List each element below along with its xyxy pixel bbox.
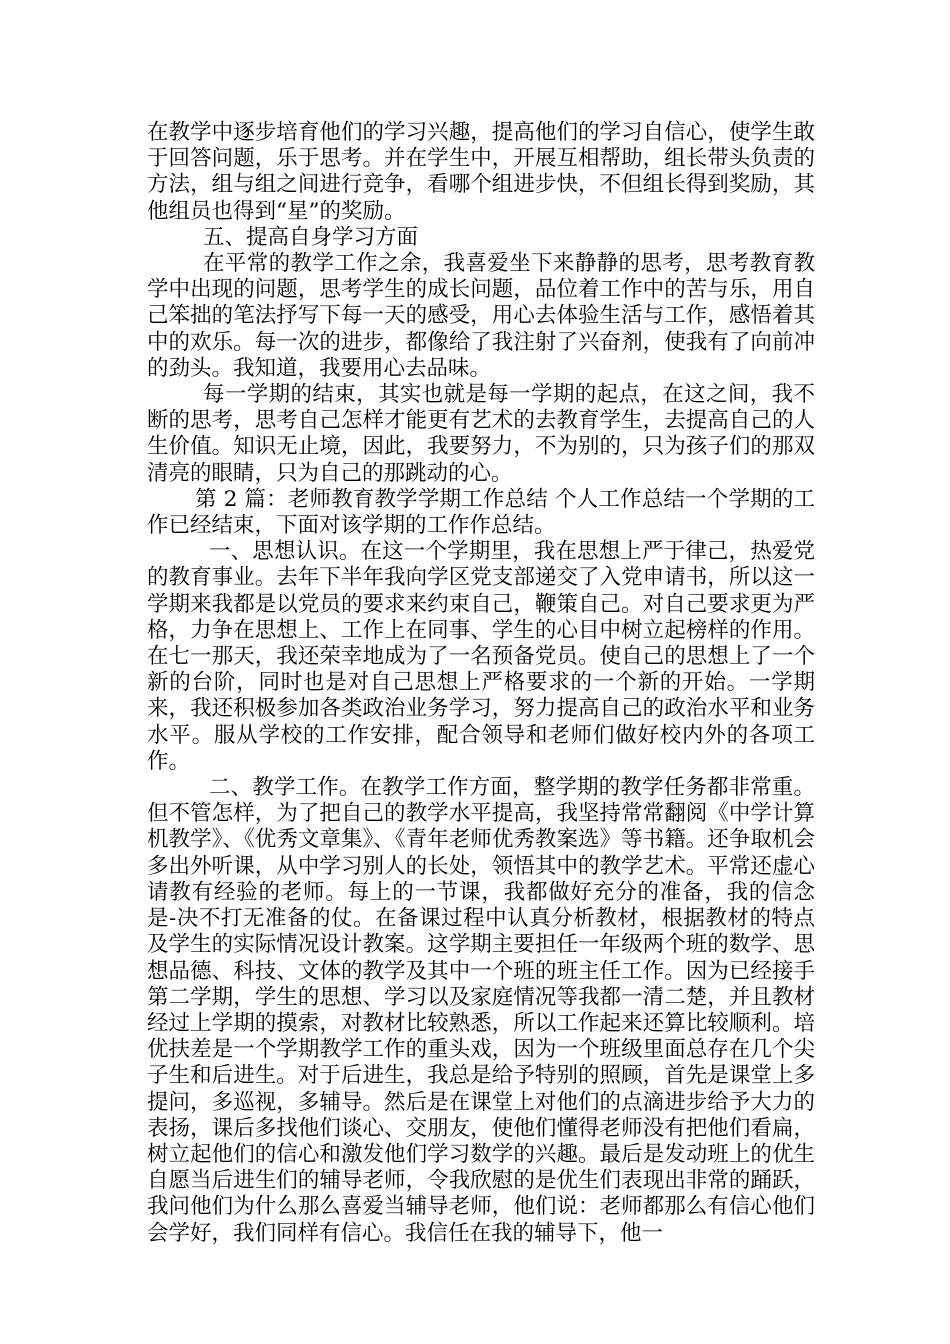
paragraph-teaching-work: 二、教学工作。在教学工作方面，整学期的教学任务都非常重。但不管怎样，为了把自己的教学水平提高，我坚持常常翻阅《中学计算机教学》、《优秀文章集》、《青年老师优秀教案选》等书籍。还争取机会多出外听课，从中学习别人的长处，领悟其中的教学艺术。平常还虚心请教有经验的老师。每上的一节课，我都做好充分的准备，我的信念是-决不打无准备的仗。在备课过程中认真分析教材，根据教材的特点及学生的实际情况设计教案。这学期主要担任一年级两个班的数学、思想品德、科技、文体的教学及其中一个班的班主任工作。因为已经接手第二学期，学生的思想、学习以及家庭情况等我都一清二楚，并且教材经过上学期的摸索，对教材比较熟悉，所以工作起来还算比较顺利。培优扶差是一个学期教学工作的重头戏，因为一个班级里面总存在几个尖子生和后进生。对于后进生，我总是给予特别的照顾，首先是课堂上多提问，多巡视，多辅导。然后是在课堂上对他们的点滴进步给予大力的表扬，课后多找他们谈心、交朋友，使他们懂得老师没有把他们看扁，树立起他们的信心和激发他们学习数学的兴趣。最后是发动班上的优生自愿当后进生们的辅导老师，令我欣慰的是优生们表现出非常的踊跃，我问他们为什么那么喜爱当辅导老师，他们说：老师都那么有信心他们会学好，我们同样有信心。我信任在我的辅导下，他一	[147, 775, 815, 1246]
section-heading-self-study: 五、提高自身学习方面	[203, 224, 419, 250]
paragraph-reflection: 在平常的教学工作之余，我喜爱坐下来静静的思考，思考教育教学中出现的问题，思考学生的成长问题，品位着工作中的苦与乐，用自己笨拙的笔法抒写下每一天的感受，用心去体验生活与工作，感悟着其中的欢乐。每一次的进步，都像给了我注射了兴奋剂，使我有了向前冲的劲头。我知道，我要用心去品味。	[147, 251, 815, 381]
paragraph-student-motivation: 在教学中逐步培育他们的学习兴趣，提高他们的学习自信心，使学生敢于回答问题，乐于思考。并在学生中，开展互相帮助，组长带头负责的方法，组与组之间进行竞争，看哪个组进步快，不但组长得到奖励，其他组员也得到“星”的奖励。	[147, 120, 815, 224]
document-page	[147, 120, 815, 1247]
article-2-heading: 第 2 篇：老师教育教学学期工作总结 个人工作总结一个学期的工作已经结束，下面对该学期的工作作总结。	[147, 486, 815, 539]
paragraph-ideology: 一、思想认识。在这一个学期里，我在思想上严于律己，热爱党的教育事业。去年下半年我向学区党支部递交了入党申请书，所以这一学期来我都是以党员的要求来约束自己，鞭策自己。对自己要求更为严格，力争在思想上、工作上在同事、学生的心目中树立起榜样的作用。在七一那天，我还荣幸地成为了一名预备党员。使自己的思想上了一个新的台阶，同时也是对自己思想上严格要求的一个新的开始。一学期来，我还积极参加各类政治业务学习，努力提高自己的政治水平和业务水平。服从学校的工作安排，配合领导和老师们做好校内外的各项工作。	[147, 539, 815, 774]
paragraph-semester-end: 每一学期的结束，其实也就是每一学期的起点，在这之间，我不断的思考，思考自己怎样才能更有艺术的去教育学生，去提高自己的人生价值。知识无止境，因此，我要努力，不为别的，只为孩子们的那双清亮的眼睛，只为自己的那跳动的心。	[147, 382, 815, 486]
